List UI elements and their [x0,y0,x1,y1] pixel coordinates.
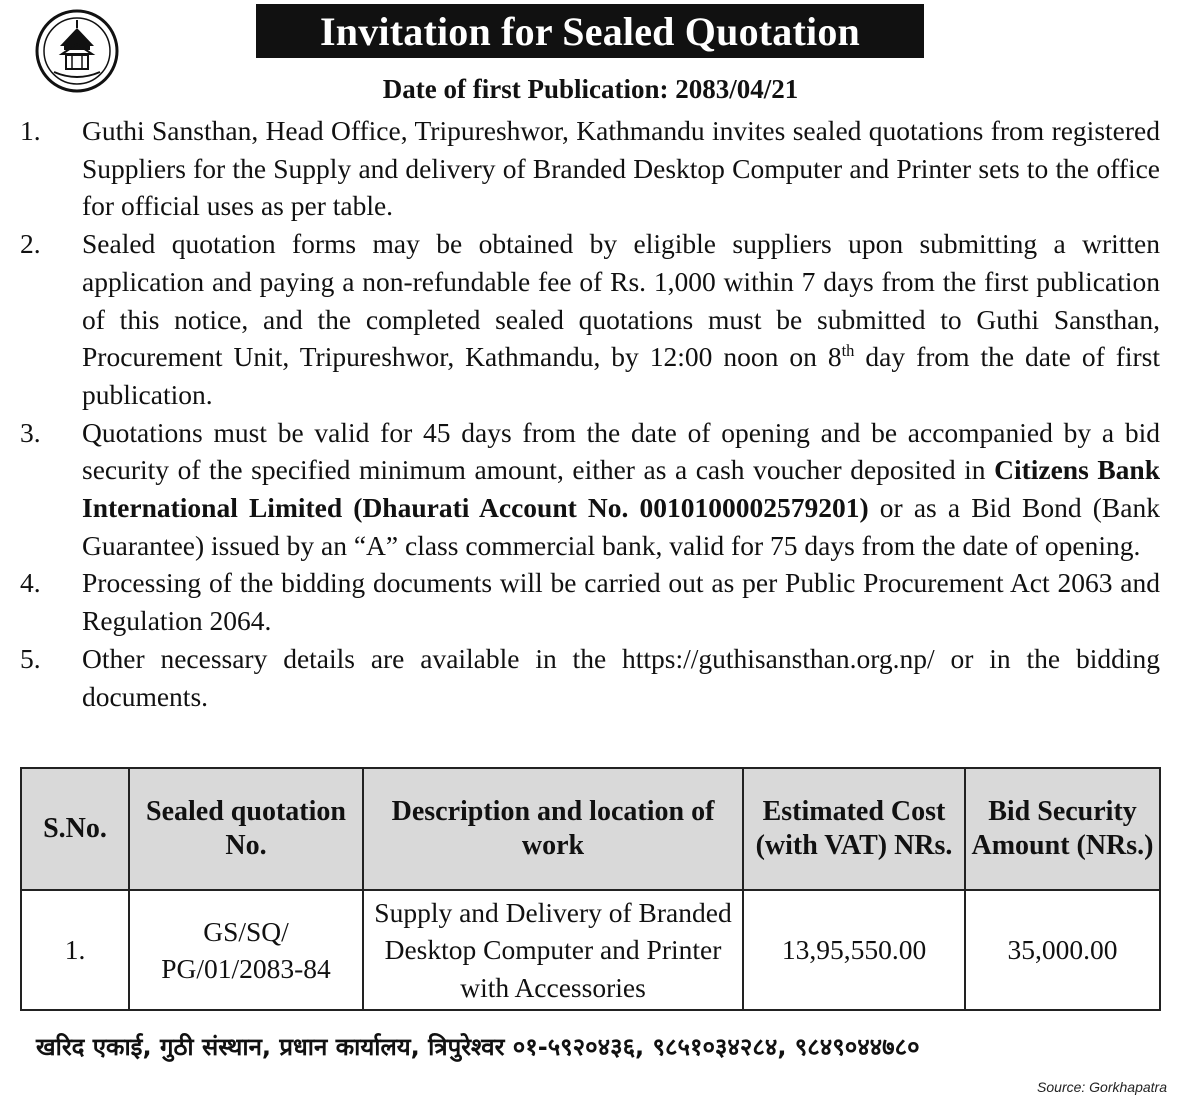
item-text [82,228,1160,410]
notice-item-5 [20,640,1160,715]
notice-item-1 [20,112,1160,225]
publication-date: Date of first Publication: 2083/04/21 [382,74,799,104]
item-text: Other necessary details are available in the https://guthisansthan.org.np/ or in the bidding documents. [82,642,1160,712]
cell-bid-security: 35,000.00 [965,890,1160,1010]
notice-title: Invitation for Sealed Quotation [256,4,924,58]
table-row [21,890,1160,1010]
cell-description: Supply and Delivery of Branded Desktop Computer and Printer with Accessories [363,890,743,1010]
source-credit: Source: Gorkhapatra [1037,1079,1167,1095]
item-text [82,417,1160,561]
item-text: Processing of the bidding documents will be carried out as per Public Procurement Act 2063 and Regulation 2064. [82,567,1160,637]
notice-item-4 [20,564,1160,639]
col-header-description: Description and location of work [363,768,743,890]
cell-quotation-no: GS/SQ/ PG/01/2083-84 [129,890,363,1010]
notice-items [20,112,1160,715]
item-text-part: or as a Bid Bond (Bank Guarantee) issued by an “A” class commercial bank, valid for 75 days from the date of opening. [82,492,1160,561]
item-number: 1. [20,115,41,146]
col-header-bid-security: Bid Security Amount (NRs.) [965,768,1160,890]
col-header-estimated-cost: Estimated Cost (with VAT) NRs. [743,768,965,890]
item-text: Guthi Sansthan, Head Office, Tripureshwor, Kathmandu invites sealed quotations from registered Suppliers for the Supply and delivery of Branded Desktop Computer and Printer sets to the office for official uses as per table. [82,115,1160,222]
quotation-table [20,767,1161,1011]
item-text-part: Quotations must be valid for 45 days from the date of opening and be accompanied by a bid security of the specified minimum amount, either as a cash voucher deposited in [82,416,1160,486]
col-header-sno: S.No. [21,768,129,890]
item-text-part: Sealed quotation forms may be obtained by eligible suppliers upon submitting a written application and paying a non-refundable fee of Rs. 1,000 within 7 days from the first publication of this notice, and the completed sealed quotations must be submitted to Guthi Sansthan, Procurement Unit, Tripureshwor, Kathmandu, by 12:00 noon on 8 [82,228,1160,373]
item-text-part: day from the date of first publication. [82,341,1160,410]
item-number: 2. [20,228,41,260]
col-header-quotation-no: Sealed quotation No. [129,768,363,890]
item-number: 4. [20,567,41,599]
notice-item-3 [20,414,1160,565]
notice-item-2 [20,225,1160,414]
item-number: 5. [20,642,41,674]
bank-account-text: Citizens Bank International Limited (Dhaurati Account No. 0010100002579201) [82,454,1161,524]
ordinal-suffix: th [841,341,855,361]
table-header-row [21,768,1160,890]
item-number: 3. [20,416,41,448]
contact-footer: खरिद एकाई, गुठी संस्थान, प्रधान कार्यालय, त्रिपुरेश्वर ०१-५९२०४३६, ९८५१०३४२८४, ९८४९०४४७८० [36,1033,920,1061]
cell-sno: 1. [21,890,129,1010]
cell-estimated-cost: 13,95,550.00 [743,890,965,1010]
